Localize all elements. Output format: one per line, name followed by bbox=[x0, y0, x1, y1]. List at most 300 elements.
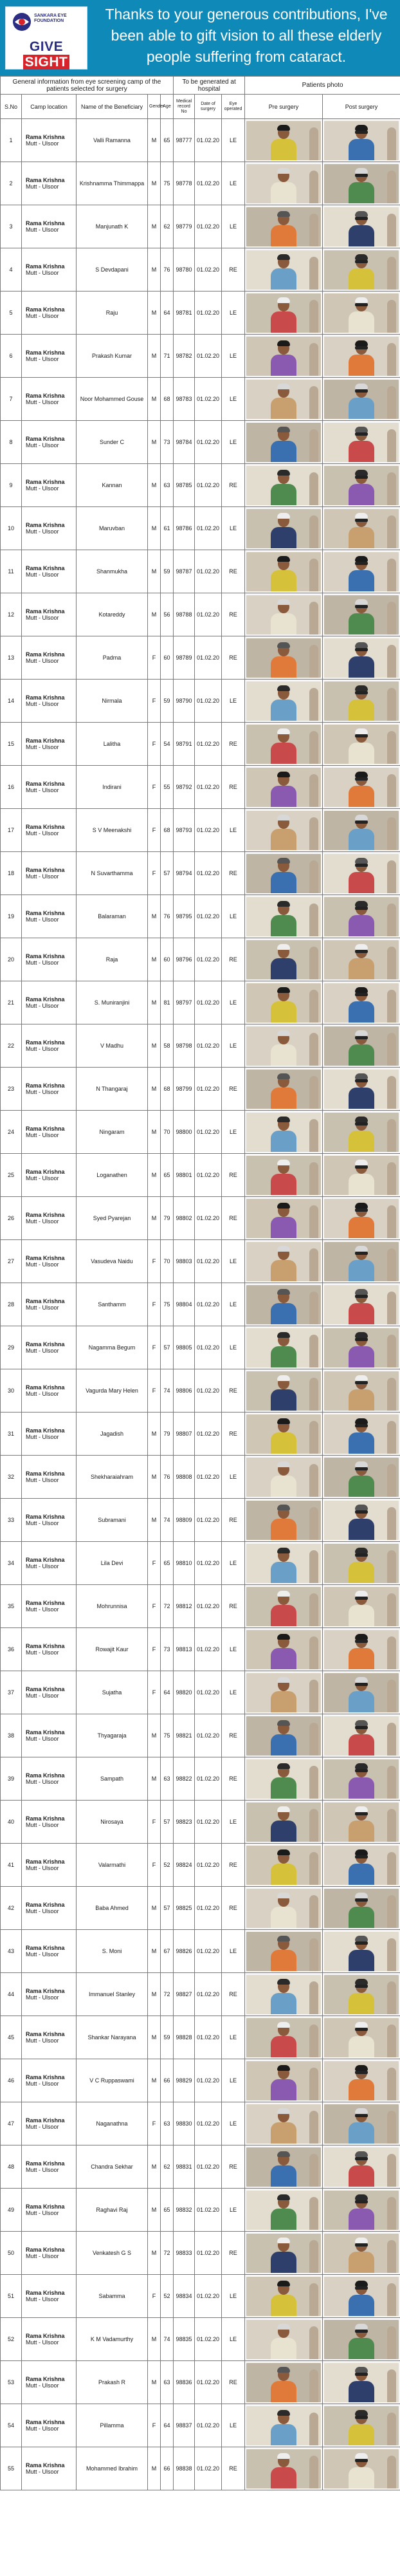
post-surgery-photo bbox=[324, 595, 399, 635]
row-pre-surgery-photo bbox=[245, 1499, 323, 1542]
table-row bbox=[1, 1499, 400, 1542]
pre-surgery-photo bbox=[246, 1371, 321, 1411]
row-sno: 37 bbox=[1, 1671, 22, 1714]
table-row bbox=[1, 636, 400, 680]
pre-surgery-photo bbox=[246, 940, 321, 979]
camp-line-1: Rama Krishna bbox=[26, 1557, 65, 1563]
camp-line-2: Mutt - Ulsoor bbox=[26, 1908, 59, 1914]
row-sno: 38 bbox=[1, 1714, 22, 1757]
post-surgery-photo bbox=[324, 2234, 399, 2273]
row-pre-surgery-photo bbox=[245, 2016, 323, 2059]
row-beneficiary-name: Thyagaraja bbox=[77, 1714, 148, 1757]
camp-line-1: Rama Krishna bbox=[26, 2160, 65, 2167]
row-eye-operated: LE bbox=[222, 2189, 245, 2232]
row-medical-record: 98777 bbox=[174, 119, 195, 162]
post-surgery-photo bbox=[324, 1458, 399, 1497]
camp-line-2: Mutt - Ulsoor bbox=[26, 1261, 59, 1268]
camp-line-2: Mutt - Ulsoor bbox=[26, 1304, 59, 1311]
row-pre-surgery-photo bbox=[245, 852, 323, 895]
row-pre-surgery-photo bbox=[245, 2059, 323, 2102]
row-sno: 49 bbox=[1, 2189, 22, 2232]
row-sno: 36 bbox=[1, 1628, 22, 1671]
camp-line-1: Rama Krishna bbox=[26, 1169, 65, 1175]
pre-surgery-photo bbox=[246, 1673, 321, 1712]
table-row bbox=[1, 1801, 400, 1844]
row-beneficiary-name: Sampath bbox=[77, 1757, 148, 1801]
camp-line-2: Mutt - Ulsoor bbox=[26, 1391, 59, 1397]
row-gender: M bbox=[148, 1714, 161, 1757]
table-row bbox=[1, 1887, 400, 1930]
row-age: 81 bbox=[161, 981, 174, 1024]
row-camp-location bbox=[22, 1671, 77, 1714]
camp-line-2: Mutt - Ulsoor bbox=[26, 2210, 59, 2216]
post-surgery-photo bbox=[324, 293, 399, 333]
post-surgery-photo bbox=[324, 207, 399, 246]
camp-line-2: Mutt - Ulsoor bbox=[26, 2425, 59, 2432]
header-patients-photo: Patients photo bbox=[245, 77, 400, 95]
row-pre-surgery-photo bbox=[245, 1585, 323, 1628]
row-age: 74 bbox=[161, 1369, 174, 1413]
post-surgery-photo bbox=[324, 1587, 399, 1626]
row-camp-location bbox=[22, 1930, 77, 1973]
row-eye-operated: LE bbox=[222, 2059, 245, 2102]
camp-line-2: Mutt - Ulsoor bbox=[26, 787, 59, 793]
row-pre-surgery-photo bbox=[245, 1542, 323, 1585]
row-date-of-surgery: 01.02.20 bbox=[195, 2102, 222, 2145]
row-post-surgery-photo bbox=[323, 1068, 400, 1111]
row-post-surgery-photo bbox=[323, 809, 400, 852]
pre-surgery-photo bbox=[246, 1414, 321, 1454]
row-beneficiary-name: S. Moni bbox=[77, 1930, 148, 1973]
pre-surgery-photo bbox=[246, 1285, 321, 1324]
row-gender: F bbox=[148, 2102, 161, 2145]
row-pre-surgery-photo bbox=[245, 292, 323, 335]
row-beneficiary-name: Valli Ramanna bbox=[77, 119, 148, 162]
row-gender: M bbox=[148, 1413, 161, 1456]
row-beneficiary-name: Indirani bbox=[77, 766, 148, 809]
row-beneficiary-name: Nagamma Begum bbox=[77, 1326, 148, 1369]
table-row bbox=[1, 981, 400, 1024]
pre-surgery-photo bbox=[246, 725, 321, 764]
row-age: 66 bbox=[161, 2059, 174, 2102]
camp-line-1: Rama Krishna bbox=[26, 1902, 65, 1908]
row-gender: F bbox=[148, 766, 161, 809]
table-row bbox=[1, 1240, 400, 1283]
row-camp-location bbox=[22, 292, 77, 335]
row-eye-operated: RE bbox=[222, 2145, 245, 2189]
row-camp-location bbox=[22, 1111, 77, 1154]
row-medical-record: 98803 bbox=[174, 1240, 195, 1283]
pre-surgery-photo bbox=[246, 1458, 321, 1497]
table-row bbox=[1, 1024, 400, 1068]
row-post-surgery-photo bbox=[323, 292, 400, 335]
row-gender: F bbox=[148, 852, 161, 895]
row-gender: M bbox=[148, 1757, 161, 1801]
row-date-of-surgery: 01.02.20 bbox=[195, 292, 222, 335]
row-medical-record: 98782 bbox=[174, 335, 195, 378]
row-post-surgery-photo bbox=[323, 1154, 400, 1197]
row-age: 63 bbox=[161, 464, 174, 507]
row-sno: 47 bbox=[1, 2102, 22, 2145]
camp-line-2: Mutt - Ulsoor bbox=[26, 1994, 59, 2001]
row-pre-surgery-photo bbox=[245, 205, 323, 248]
row-gender: M bbox=[148, 1068, 161, 1111]
pre-surgery-photo bbox=[246, 2061, 321, 2100]
post-surgery-photo bbox=[324, 1544, 399, 1583]
row-date-of-surgery: 01.02.20 bbox=[195, 766, 222, 809]
row-camp-location bbox=[22, 636, 77, 680]
row-sno: 23 bbox=[1, 1068, 22, 1111]
row-pre-surgery-photo bbox=[245, 378, 323, 421]
post-surgery-photo bbox=[324, 337, 399, 376]
row-eye-operated: RE bbox=[222, 1585, 245, 1628]
row-age: 57 bbox=[161, 852, 174, 895]
table-row bbox=[1, 2016, 400, 2059]
pre-surgery-photo bbox=[246, 854, 321, 893]
row-beneficiary-name: Noor Mohammed Gouse bbox=[77, 378, 148, 421]
patients-table-body bbox=[1, 119, 400, 2490]
camp-line-1: Rama Krishna bbox=[26, 220, 65, 227]
row-post-surgery-photo bbox=[323, 550, 400, 593]
row-beneficiary-name: Nirosaya bbox=[77, 1801, 148, 1844]
row-camp-location bbox=[22, 1542, 77, 1585]
row-age: 76 bbox=[161, 1456, 174, 1499]
row-medical-record: 98838 bbox=[174, 2447, 195, 2490]
pre-surgery-photo bbox=[246, 1759, 321, 1799]
row-medical-record: 98827 bbox=[174, 1973, 195, 2016]
row-gender: F bbox=[148, 1671, 161, 1714]
row-medical-record: 98809 bbox=[174, 1499, 195, 1542]
row-date-of-surgery: 01.02.20 bbox=[195, 1714, 222, 1757]
table-row bbox=[1, 1844, 400, 1887]
camp-line-2: Mutt - Ulsoor bbox=[26, 2296, 59, 2303]
row-date-of-surgery: 01.02.20 bbox=[195, 636, 222, 680]
row-camp-location bbox=[22, 1154, 77, 1197]
row-sno: 5 bbox=[1, 292, 22, 335]
row-camp-location bbox=[22, 1628, 77, 1671]
row-pre-surgery-photo bbox=[245, 1456, 323, 1499]
row-medical-record: 98780 bbox=[174, 248, 195, 292]
row-age: 66 bbox=[161, 2447, 174, 2490]
row-gender: M bbox=[148, 2361, 161, 2404]
row-post-surgery-photo bbox=[323, 1197, 400, 1240]
row-date-of-surgery: 01.02.20 bbox=[195, 1197, 222, 1240]
pre-surgery-photo bbox=[246, 509, 321, 548]
row-camp-location bbox=[22, 1973, 77, 2016]
row-eye-operated: RE bbox=[222, 593, 245, 636]
row-pre-surgery-photo bbox=[245, 507, 323, 550]
row-medical-record: 98832 bbox=[174, 2189, 195, 2232]
row-gender: M bbox=[148, 938, 161, 981]
row-age: 67 bbox=[161, 1930, 174, 1973]
row-sno: 32 bbox=[1, 1456, 22, 1499]
row-camp-location bbox=[22, 1456, 77, 1499]
row-sno: 7 bbox=[1, 378, 22, 421]
row-beneficiary-name: Kotareddy bbox=[77, 593, 148, 636]
table-row bbox=[1, 1542, 400, 1585]
row-date-of-surgery: 01.02.20 bbox=[195, 1283, 222, 1326]
row-date-of-surgery: 01.02.20 bbox=[195, 1024, 222, 1068]
table-row bbox=[1, 2275, 400, 2318]
post-surgery-photo bbox=[324, 2406, 399, 2445]
row-medical-record: 98805 bbox=[174, 1326, 195, 1369]
header-beneficiary-name: Name of the Beneficiary bbox=[77, 95, 148, 119]
post-surgery-photo bbox=[324, 983, 399, 1023]
row-beneficiary-name: Prakash Kumar bbox=[77, 335, 148, 378]
row-gender: F bbox=[148, 1283, 161, 1326]
row-eye-operated: RE bbox=[222, 636, 245, 680]
row-age: 56 bbox=[161, 593, 174, 636]
camp-line-2: Mutt - Ulsoor bbox=[26, 873, 59, 880]
row-eye-operated: LE bbox=[222, 1628, 245, 1671]
row-eye-operated: LE bbox=[222, 378, 245, 421]
table-row bbox=[1, 464, 400, 507]
camp-line-2: Mutt - Ulsoor bbox=[26, 2253, 59, 2259]
row-pre-surgery-photo bbox=[245, 2361, 323, 2404]
row-date-of-surgery: 01.02.20 bbox=[195, 1542, 222, 1585]
row-camp-location bbox=[22, 809, 77, 852]
row-age: 64 bbox=[161, 1671, 174, 1714]
row-sno: 51 bbox=[1, 2275, 22, 2318]
row-age: 62 bbox=[161, 205, 174, 248]
camp-line-1: Rama Krishna bbox=[26, 824, 65, 830]
row-medical-record: 98824 bbox=[174, 1844, 195, 1887]
camp-line-1: Rama Krishna bbox=[26, 1470, 65, 1477]
pre-surgery-photo bbox=[246, 768, 321, 807]
row-eye-operated: RE bbox=[222, 2232, 245, 2275]
post-surgery-photo bbox=[324, 1371, 399, 1411]
table-row bbox=[1, 2232, 400, 2275]
pre-surgery-photo bbox=[246, 2449, 321, 2488]
table-row bbox=[1, 2102, 400, 2145]
row-date-of-surgery: 01.02.20 bbox=[195, 1930, 222, 1973]
row-beneficiary-name: Shekharaiahram bbox=[77, 1456, 148, 1499]
camp-line-2: Mutt - Ulsoor bbox=[26, 959, 59, 966]
post-surgery-photo bbox=[324, 2061, 399, 2100]
row-medical-record: 98826 bbox=[174, 1930, 195, 1973]
camp-line-1: Rama Krishna bbox=[26, 2031, 65, 2037]
logo-organization: SANKARA EYE FOUNDATION bbox=[34, 14, 67, 23]
header-pre-surgery: Pre surgery bbox=[245, 95, 323, 119]
row-age: 60 bbox=[161, 938, 174, 981]
row-camp-location bbox=[22, 2102, 77, 2145]
table-row bbox=[1, 1369, 400, 1413]
table-row bbox=[1, 852, 400, 895]
row-pre-surgery-photo bbox=[245, 335, 323, 378]
header-camp-location: Camp location bbox=[22, 95, 77, 119]
row-beneficiary-name: Sabamma bbox=[77, 2275, 148, 2318]
camp-line-2: Mutt - Ulsoor bbox=[26, 1089, 59, 1095]
row-eye-operated: LE bbox=[222, 981, 245, 1024]
row-medical-record: 98822 bbox=[174, 1757, 195, 1801]
table-row bbox=[1, 895, 400, 938]
row-beneficiary-name: Vasudeva Naidu bbox=[77, 1240, 148, 1283]
post-surgery-photo bbox=[324, 466, 399, 505]
row-post-surgery-photo bbox=[323, 1240, 400, 1283]
camp-line-1: Rama Krishna bbox=[26, 1126, 65, 1132]
row-gender: M bbox=[148, 2232, 161, 2275]
row-sno: 25 bbox=[1, 1154, 22, 1197]
row-eye-operated: RE bbox=[222, 1413, 245, 1456]
row-eye-operated: RE bbox=[222, 938, 245, 981]
post-surgery-photo bbox=[324, 423, 399, 462]
row-medical-record: 98835 bbox=[174, 2318, 195, 2361]
row-date-of-surgery: 01.02.20 bbox=[195, 2145, 222, 2189]
row-age: 64 bbox=[161, 2404, 174, 2447]
row-sno: 34 bbox=[1, 1542, 22, 1585]
row-gender: F bbox=[148, 1628, 161, 1671]
post-surgery-photo bbox=[324, 1501, 399, 1540]
pre-surgery-photo bbox=[246, 1932, 321, 1971]
camp-line-1: Rama Krishna bbox=[26, 479, 65, 485]
table-row bbox=[1, 248, 400, 292]
pre-surgery-photo bbox=[246, 250, 321, 290]
camp-line-2: Mutt - Ulsoor bbox=[26, 615, 59, 621]
camp-line-2: Mutt - Ulsoor bbox=[26, 1692, 59, 1699]
row-sno: 43 bbox=[1, 1930, 22, 1973]
row-camp-location bbox=[22, 1369, 77, 1413]
camp-line-1: Rama Krishna bbox=[26, 565, 65, 571]
camp-line-1: Rama Krishna bbox=[26, 910, 65, 916]
row-camp-location bbox=[22, 938, 77, 981]
row-medical-record: 98802 bbox=[174, 1197, 195, 1240]
row-medical-record: 98789 bbox=[174, 636, 195, 680]
table-row bbox=[1, 1456, 400, 1499]
pre-surgery-photo bbox=[246, 1846, 321, 1885]
row-beneficiary-name: Chandra Sekhar bbox=[77, 2145, 148, 2189]
table-row bbox=[1, 2145, 400, 2189]
row-post-surgery-photo bbox=[323, 1628, 400, 1671]
row-eye-operated: LE bbox=[222, 292, 245, 335]
table-row bbox=[1, 119, 400, 162]
row-post-surgery-photo bbox=[323, 1930, 400, 1973]
row-age: 63 bbox=[161, 2102, 174, 2145]
row-medical-record: 98783 bbox=[174, 378, 195, 421]
row-date-of-surgery: 01.02.20 bbox=[195, 464, 222, 507]
row-date-of-surgery: 01.02.20 bbox=[195, 852, 222, 895]
post-surgery-photo bbox=[324, 940, 399, 979]
row-medical-record: 98793 bbox=[174, 809, 195, 852]
camp-line-1: Rama Krishna bbox=[26, 1255, 65, 1261]
pre-surgery-photo bbox=[246, 1544, 321, 1583]
row-age: 58 bbox=[161, 1024, 174, 1068]
camp-line-2: Mutt - Ulsoor bbox=[26, 356, 59, 362]
table-row bbox=[1, 1930, 400, 1973]
pre-surgery-photo bbox=[246, 2234, 321, 2273]
row-camp-location bbox=[22, 1283, 77, 1326]
row-pre-surgery-photo bbox=[245, 723, 323, 766]
camp-line-2: Mutt - Ulsoor bbox=[26, 485, 59, 492]
camp-line-1: Rama Krishna bbox=[26, 1729, 65, 1736]
camp-line-1: Rama Krishna bbox=[26, 867, 65, 873]
table-row bbox=[1, 2404, 400, 2447]
row-date-of-surgery: 01.02.20 bbox=[195, 550, 222, 593]
camp-line-2: Mutt - Ulsoor bbox=[26, 1779, 59, 1785]
row-eye-operated: LE bbox=[222, 2016, 245, 2059]
row-eye-operated: LE bbox=[222, 162, 245, 205]
row-date-of-surgery: 01.02.20 bbox=[195, 680, 222, 723]
pre-surgery-photo bbox=[246, 380, 321, 419]
row-post-surgery-photo bbox=[323, 1585, 400, 1628]
pre-surgery-photo bbox=[246, 1242, 321, 1281]
row-camp-location bbox=[22, 1714, 77, 1757]
post-surgery-photo bbox=[324, 2147, 399, 2187]
row-date-of-surgery: 01.02.20 bbox=[195, 1844, 222, 1887]
row-sno: 33 bbox=[1, 1499, 22, 1542]
row-sno: 40 bbox=[1, 1801, 22, 1844]
post-surgery-photo bbox=[324, 1802, 399, 1842]
row-post-surgery-photo bbox=[323, 335, 400, 378]
row-age: 62 bbox=[161, 2145, 174, 2189]
row-sno: 24 bbox=[1, 1111, 22, 1154]
row-pre-surgery-photo bbox=[245, 1154, 323, 1197]
row-eye-operated: LE bbox=[222, 205, 245, 248]
table-row bbox=[1, 1973, 400, 2016]
pre-surgery-photo bbox=[246, 897, 321, 936]
row-pre-surgery-photo bbox=[245, 1801, 323, 1844]
camp-line-1: Rama Krishna bbox=[26, 608, 65, 615]
row-eye-operated: LE bbox=[222, 1111, 245, 1154]
row-gender: M bbox=[148, 895, 161, 938]
header-sno: S.No bbox=[1, 95, 22, 119]
row-medical-record: 98828 bbox=[174, 2016, 195, 2059]
camp-line-2: Mutt - Ulsoor bbox=[26, 1003, 59, 1009]
camp-line-1: Rama Krishna bbox=[26, 177, 65, 183]
table-row bbox=[1, 1671, 400, 1714]
row-camp-location bbox=[22, 2232, 77, 2275]
table-row bbox=[1, 2361, 400, 2404]
row-beneficiary-name: Prakash R bbox=[77, 2361, 148, 2404]
row-age: 52 bbox=[161, 2275, 174, 2318]
row-camp-location bbox=[22, 378, 77, 421]
row-gender: F bbox=[148, 723, 161, 766]
row-pre-surgery-photo bbox=[245, 636, 323, 680]
eye-logo-icon bbox=[12, 12, 32, 32]
row-beneficiary-name: Ningaram bbox=[77, 1111, 148, 1154]
row-date-of-surgery: 01.02.20 bbox=[195, 162, 222, 205]
row-beneficiary-name: Krishnamma Thimmappa bbox=[77, 162, 148, 205]
row-sno: 26 bbox=[1, 1197, 22, 1240]
row-post-surgery-photo bbox=[323, 1283, 400, 1326]
row-beneficiary-name: S. Muniranjini bbox=[77, 981, 148, 1024]
row-sno: 41 bbox=[1, 1844, 22, 1887]
row-date-of-surgery: 01.02.20 bbox=[195, 1369, 222, 1413]
row-eye-operated: RE bbox=[222, 550, 245, 593]
row-post-surgery-photo bbox=[323, 1844, 400, 1887]
row-medical-record: 98801 bbox=[174, 1154, 195, 1197]
row-eye-operated: RE bbox=[222, 1973, 245, 2016]
row-medical-record: 98808 bbox=[174, 1456, 195, 1499]
row-date-of-surgery: 01.02.20 bbox=[195, 1757, 222, 1801]
row-post-surgery-photo bbox=[323, 1456, 400, 1499]
post-surgery-photo bbox=[324, 854, 399, 893]
row-beneficiary-name: Padma bbox=[77, 636, 148, 680]
camp-line-2: Mutt - Ulsoor bbox=[26, 1434, 59, 1440]
camp-line-2: Mutt - Ulsoor bbox=[26, 1477, 59, 1483]
table-row bbox=[1, 507, 400, 550]
row-medical-record: 98790 bbox=[174, 680, 195, 723]
table-row bbox=[1, 809, 400, 852]
row-gender: M bbox=[148, 1930, 161, 1973]
row-eye-operated: LE bbox=[222, 1283, 245, 1326]
row-gender: M bbox=[148, 2189, 161, 2232]
table-row bbox=[1, 1714, 400, 1757]
row-age: 57 bbox=[161, 1801, 174, 1844]
row-date-of-surgery: 01.02.20 bbox=[195, 1154, 222, 1197]
row-gender: F bbox=[148, 809, 161, 852]
row-post-surgery-photo bbox=[323, 2232, 400, 2275]
row-post-surgery-photo bbox=[323, 1757, 400, 1801]
